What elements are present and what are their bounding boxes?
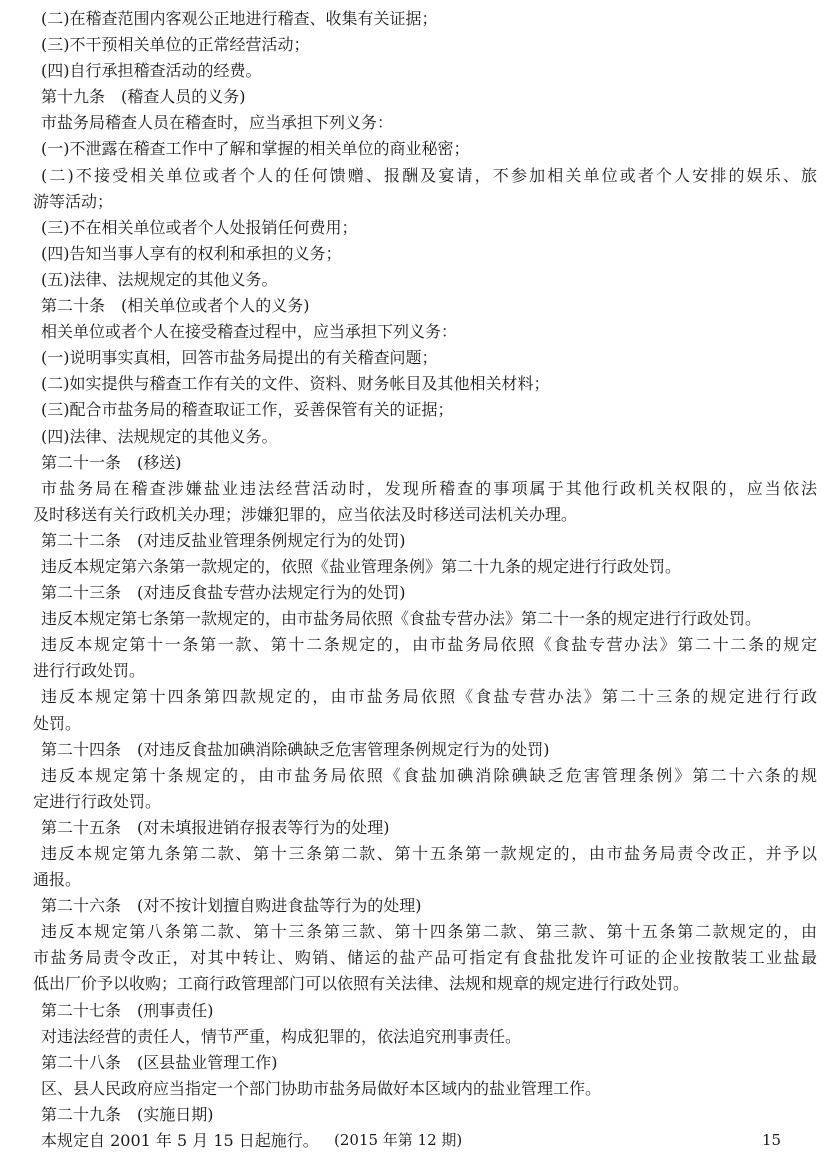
article-heading: 第二十八条 (区县盐业管理工作) [41,1052,278,1072]
text-line: (四)告知当事人享有的权利和承担的义务； [41,243,342,263]
article-heading: 第二十六条 (对不按计划擅自购进食盐等行为的处理) [41,896,422,916]
text-line: 违反本规定第十四条第四款规定的，由市盐务局依照《食盐专营办法》第二十三条的规定进行行政 [41,687,817,707]
page-number: 15 [762,1131,782,1149]
text-line: 对违法经营的责任人，情节严重，构成犯罪的，依法追究刑事责任。 [41,1026,522,1046]
article-heading: 第十九条 (稽查人员的义务) [41,87,246,107]
article-heading: 第二十五条 (对未填报进销存报表等行为的处理) [41,817,390,837]
text-line: 违反本规定第六条第一款规定的，依照《盐业管理条例》第二十九条的规定进行行政处罚。 [41,556,682,576]
text-line: (二)在稽查范围内客观公正地进行稽查、收集有关证据； [41,9,438,28]
text-line: 市盐务局在稽查涉嫌盐业违法经营活动时，发现所稽查的事项属于其他行政机关权限的，应当依法 [41,478,817,498]
text-line: (四)自行承担稽查活动的经费。 [41,61,262,81]
text-line: (三)不干预相关单位的正常经营活动； [41,35,310,55]
article-heading: 第二十九条 (实施日期) [41,1104,214,1124]
article-heading: 第二十一条 (移送) [41,452,182,472]
text-line: 游等活动； [33,191,114,211]
article-heading: 第二十三条 (对违反食盐专营办法规定行为的处罚) [41,583,406,603]
article-heading: 第二十四条 (对违反食盐加碘消除碘缺乏危害管理条例规定行为的处罚) [41,739,550,759]
text-line: 违反本规定第八条第二款、第十三条第三款、第十四条第二款、第三款、第十五条第二款规定的，由 [41,922,817,942]
text-line: 定进行行政处罚。 [33,791,162,811]
text-line: (二)不接受相关单位或者个人的任何馈赠、报酬及宴请，不参加相关单位或者个人安排的娱乐、旅 [41,165,817,185]
article-heading: 第二十二条 (对违反盐业管理条例规定行为的处罚) [41,530,406,550]
text-line: 区、县人民政府应当指定一个部门协助市盐务局做好本区域内的盐业管理工作。 [41,1078,602,1098]
text-line: (一)说明事实真相，回答市盐务局提出的有关稽查问题； [41,348,438,368]
text-line: 通报。 [33,870,82,890]
article-heading: 第二十七条 (刑事责任) [41,1000,214,1020]
text-line: (二)如实提供与稽查工作有关的文件、资料、财务帐目及其他相关材料； [41,374,550,394]
document-body [33,6,817,1154]
text-line: 违反本规定第十一条第一款、第十二条规定的，由市盐务局依照《食盐专营办法》第二十二条的规定 [41,635,817,655]
text-line: 违反本规定第九条第二款、第十三条第二款、第十五条第一款规定的，由市盐务局责令改正，并予以 [41,844,817,863]
text-line: 违反本规定第十条规定的，由市盐务局依照《食盐加碘消除碘缺乏危害管理条例》第二十六条的规 [41,765,817,785]
text-line: 市盐务局责令改正，对其中转让、购销、储运的盐产品可指定有食盐批发许可证的企业按散装工业盐最 [33,948,817,968]
text-line: 本规定自 2001 年 5 月 15 日起施行。 [41,1131,319,1151]
text-line: 进行行政处罚。 [33,661,146,681]
text-line: (五)法律、法规规定的其他义务。 [41,269,278,289]
article-heading: 第二十条 (相关单位或者个人的义务) [41,296,310,316]
text-line: 相关单位或者个人在接受稽查过程中，应当承担下列义务： [41,322,458,342]
text-line: (四)法律、法规规定的其他义务。 [41,426,278,446]
text-line: 市盐务局稽查人员在稽查时，应当承担下列义务： [41,113,394,133]
page-footer [0,1128,827,1152]
text-line: 及时移送有关行政机关办理；涉嫌犯罪的，应当依法及时移送司法机关办理。 [33,504,578,524]
text-line: (三)不在相关单位或者个人处报销任何费用； [41,217,358,237]
text-line: 低出厂价予以收购；工商行政管理部门可以依照有关法律、法规和规章的规定进行行政处罚。 [33,974,690,994]
text-line: 违反本规定第七条第一款规定的，由市盐务局依照《食盐专营办法》第二十一条的规定进行行政处罚。 [41,609,762,629]
issue-label: (2015 年第 12 期) [334,1131,463,1149]
text-line: (一)不泄露在稽查工作中了解和掌握的相关单位的商业秘密； [41,139,470,159]
text-line: (三)配合市盐务局的稽查取证工作，妥善保管有关的证据； [41,400,454,420]
text-line: 处罚。 [33,713,82,733]
